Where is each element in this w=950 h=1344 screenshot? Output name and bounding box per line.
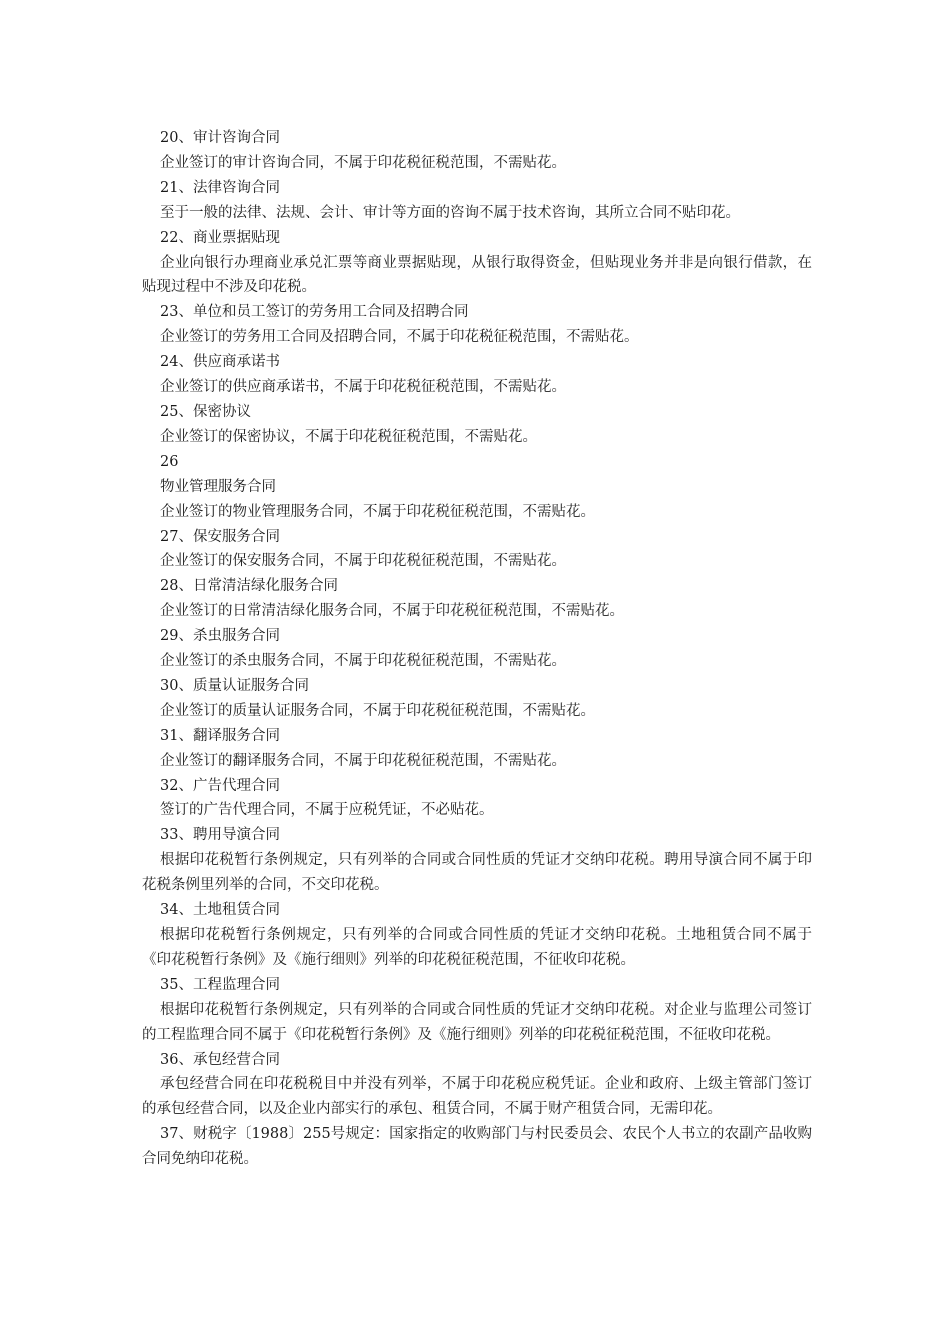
- item-35-body: 根据印花税暂行条例规定，只有列举的合同或合同性质的凭证才交纳印花税。对企业与监理公司签订的工程监理合同不属于《印花税暂行条例》及《施行细则》列举的印花税征税范围，不征收印花税。: [142, 1001, 812, 1043]
- item-24-heading: 24、供应商承诺书: [160, 354, 280, 371]
- item-34-heading: 34、土地租赁合同: [160, 902, 280, 919]
- item-29-body: 企业签订的杀虫服务合同，不属于印花税征税范围，不需贴花。: [160, 653, 566, 670]
- item-32-heading: 32、广告代理合同: [160, 777, 280, 794]
- item-29-heading: 29、杀虫服务合同: [160, 628, 280, 645]
- item-22-heading: 22、商业票据贴现: [160, 229, 280, 246]
- item-25-body: 企业签订的保密协议，不属于印花税征税范围，不需贴花。: [160, 428, 537, 445]
- item-20-body: 企业签订的审计咨询合同，不属于印花税征税范围，不需贴花。: [160, 154, 566, 171]
- item-31-heading: 31、翻译服务合同: [160, 727, 280, 744]
- item-25-heading: 25、保密协议: [160, 403, 251, 420]
- item-30-heading: 30、质量认证服务合同: [160, 677, 309, 694]
- item-23-body: 企业签订的劳务用工合同及招聘合同，不属于印花税征税范围，不需贴花。: [160, 329, 639, 346]
- item-27-body: 企业签订的保安服务合同，不属于印花税征税范围，不需贴花。: [160, 553, 566, 570]
- item-22-body: 企业向银行办理商业承兑汇票等商业票据贴现，从银行取得资金，但贴现业务并非是向银行借款，在贴现过程中不涉及印花税。: [142, 254, 812, 296]
- item-26-number: 26: [160, 453, 179, 470]
- item-37-body: 37、财税字〔1988〕255号规定：国家指定的收购部门与村民委员会、农民个人书立的农副产品收购合同免纳印花税。: [142, 1126, 812, 1168]
- item-33-body: 根据印花税暂行条例规定，只有列举的合同或合同性质的凭证才交纳印花税。聘用导演合同不属于印花税条例里列举的合同，不交印花税。: [142, 852, 812, 894]
- document-body: [142, 126, 812, 1172]
- item-23-heading: 23、单位和员工签订的劳务用工合同及招聘合同: [160, 304, 469, 321]
- item-26-body: 企业签订的物业管理服务合同，不属于印花税征税范围，不需贴花。: [160, 503, 595, 520]
- item-26-heading: 物业管理服务合同: [160, 478, 276, 495]
- item-34-body: 根据印花税暂行条例规定，只有列举的合同或合同性质的凭证才交纳印花税。土地租赁合同不属于《印花税暂行条例》及《施行细则》列举的印花税征税范围，不征收印花税。: [142, 927, 812, 968]
- item-32-body: 签订的广告代理合同，不属于应税凭证，不必贴花。: [160, 802, 494, 819]
- item-28-body: 企业签订的日常清洁绿化服务合同，不属于印花税征税范围，不需贴花。: [160, 603, 624, 620]
- item-20-heading: 20、审计咨询合同: [160, 130, 280, 146]
- item-33-heading: 33、聘用导演合同: [160, 827, 280, 844]
- item-31-body: 企业签订的翻译服务合同，不属于印花税征税范围，不需贴花。: [160, 752, 566, 769]
- item-24-body: 企业签订的供应商承诺书，不属于印花税征税范围，不需贴花。: [160, 379, 566, 396]
- item-35-heading: 35、工程监理合同: [160, 976, 280, 993]
- item-36-heading: 36、承包经营合同: [160, 1051, 280, 1068]
- item-21-heading: 21、法律咨询合同: [160, 179, 280, 196]
- item-21-body: 至于一般的法律、法规、会计、审计等方面的咨询不属于技术咨询，其所立合同不贴印花。: [160, 204, 740, 221]
- item-30-body: 企业签订的质量认证服务合同，不属于印花税征税范围，不需贴花。: [160, 702, 595, 719]
- item-28-heading: 28、日常清洁绿化服务合同: [160, 578, 338, 595]
- item-36-body: 承包经营合同在印花税税目中并没有列举，不属于印花税应税凭证。企业和政府、上级主管部门签订的承包经营合同，以及企业内部实行的承包、租赁合同，不属于财产租赁合同，无需印花。: [142, 1076, 812, 1118]
- item-27-heading: 27、保安服务合同: [160, 528, 280, 545]
